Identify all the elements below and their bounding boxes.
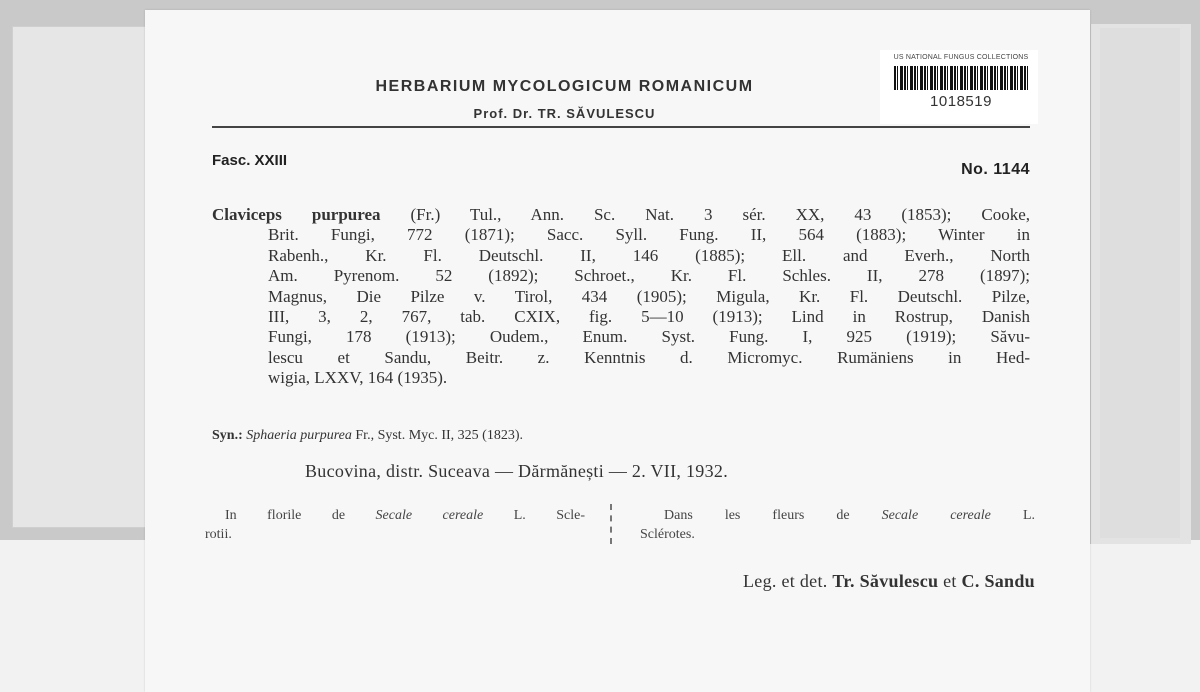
collector-name: C. Sandu [961,571,1035,591]
collector-name: Tr. Săvulescu [832,571,939,591]
specimen-number: No. 1144 [961,161,1030,178]
column-divider [610,504,614,544]
barcode-number: 1018519 [930,93,992,110]
collector-line: Leg. et det. Tr. Săvulescu et C. Sandu [743,571,1035,591]
barcode-caption: US NATIONAL FUNGUS COLLECTIONS [893,54,1029,61]
citation-line: Magnus, Die Pilze v. Tirol, 434 (1905); Migula, Kr. Fl. Deutschl. Pilze, [268,286,1030,306]
herbarium-title: HERBARIUM MYCOLOGICUM ROMANICUM [375,78,754,95]
specimen-packet-right-inner [1100,28,1180,538]
citation-line: lescu et Sandu, Beitr. z. Kenntnis d. Micromyc. Rumäniens in Hed- [268,347,1030,367]
citation-line: Rabenh., Kr. Fl. Deutschl. II, 146 (1885); Ell. and Everh., North [268,245,1030,265]
citation-line: Brit. Fungi, 772 (1871); Sacc. Syll. Fung. II, 564 (1883); Winter in [268,225,1030,245]
synonym [212,428,523,444]
host-name: Secale cereale [375,508,484,523]
collection-locality: Bucovina, distr. Suceava — Dărmănești — 2. VII, 1932. [305,461,728,481]
citation-line: Claviceps purpurea (Fr.) Tul., Ann. Sc. Nat. 3 sér. XX, 43 (1853); Cooke, [212,205,1030,224]
fascicle-number: Fasc. XXIII [212,152,288,169]
habitat-note-french: Dans les fleurs de Secale cereale L. Sclérotes. [640,508,1036,542]
herbarium-subtitle: Prof. Dr. TR. SĂVULESCU [473,106,656,121]
synonym-label: Syn.: [212,428,243,443]
barcode-icon [894,66,1028,90]
citation-line: Fungi, 178 (1913); Oudem., Enum. Syst. Fung. I, 925 (1919); Săvu- [268,327,1030,347]
title-rule [212,126,1030,128]
host-name: Secale cereale [881,508,991,523]
citation-line: wigia, LXXV, 164 (1935). [268,368,448,388]
citation-line: III, 3, 2, 767, tab. CXIX, fig. 5—10 (1913); Lind in Rostrup, Danish [268,307,1030,327]
citation-line: Am. Pyrenom. 52 (1892); Schroet., Kr. Fl. Schles. II, 278 (1897); [268,266,1030,286]
synonym-name: Sphaeria purpurea [246,428,352,443]
species-citation [212,205,1030,389]
synonym-reference: Fr., Syst. Myc. II, 325 (1823). [355,428,524,443]
species-name: Claviceps purpurea [212,205,381,224]
habitat-note-romanian: In florile de Secale cereale L. Scle- rotii. [205,508,585,542]
